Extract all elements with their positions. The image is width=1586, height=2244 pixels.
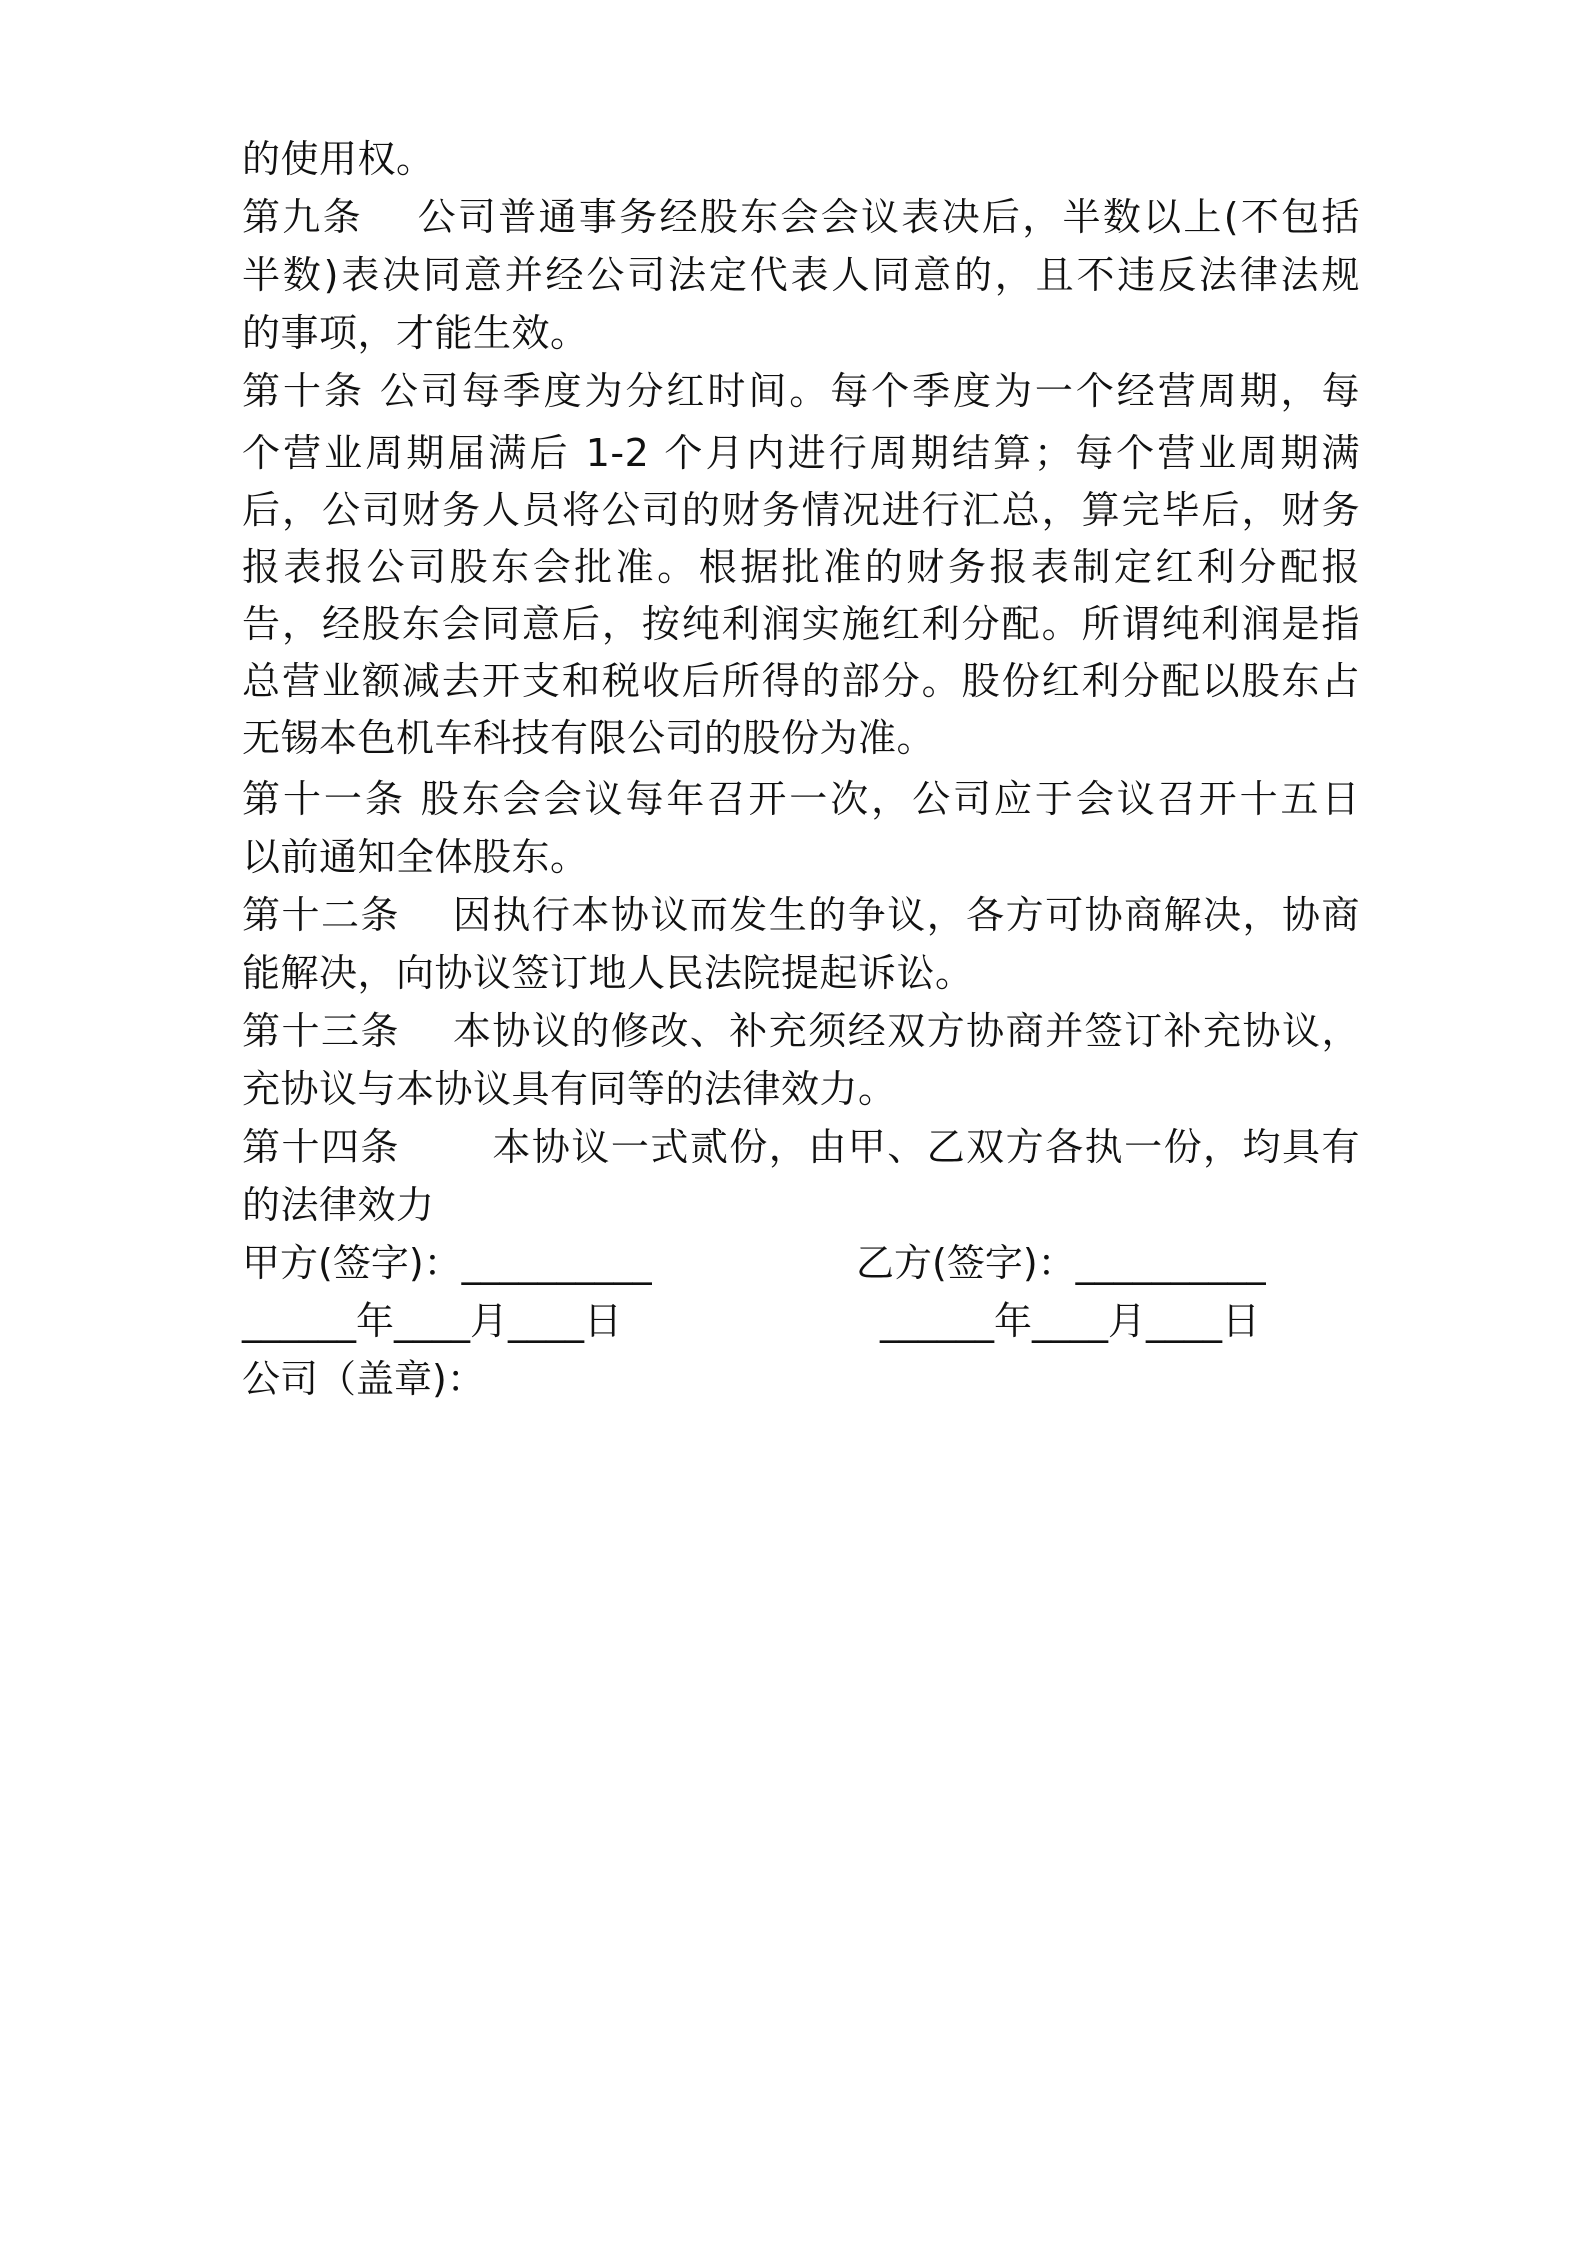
article-10-line-3: 后，公司财务人员将公司的财务情况进行汇总，算完毕后，财务 — [242, 488, 1360, 532]
party-a-date: ______年____月____日 — [242, 1299, 623, 1343]
company-seal: 公司（盖章)： — [242, 1357, 485, 1401]
article-12-line-2: 能解决，向协议签订地人民法院提起诉讼。 — [242, 951, 974, 995]
party-a-signature: 甲方(签字)：__________ — [242, 1241, 652, 1285]
text-line: 的使用权。 — [242, 137, 435, 181]
article-9-line-2: 半数)表决同意并经公司法定代表人同意的，且不违反法律法规 — [242, 253, 1360, 297]
party-b-date: ______年____月____日 — [880, 1299, 1261, 1343]
article-10-line-4: 报表报公司股东会批准。根据批准的财务报表制定红利分配报 — [242, 545, 1360, 589]
article-14-line-1: 第十四条 本协议一式贰份，由甲、乙双方各执一份，均具有 — [242, 1125, 1360, 1169]
article-9-line-1: 第九条 公司普通事务经股东会会议表决后，半数以上(不包括 — [242, 195, 1360, 239]
article-14-line-2: 的法律效力 — [242, 1183, 435, 1227]
article-10-line-6: 总营业额减去开支和税收后所得的部分。股份红利分配以股东占 — [242, 659, 1360, 703]
document-page — [242, 0, 1360, 2244]
article-12-line-1: 第十二条 因执行本协议而发生的争议，各方可协商解决，协商 — [242, 893, 1360, 937]
article-13-line-2: 充协议与本协议具有同等的法律效力。 — [242, 1067, 897, 1111]
article-11-line-2: 以前通知全体股东。 — [242, 835, 589, 879]
article-13-line-1: 第十三条 本协议的修改、补充须经双方协商并签订补充协议， — [242, 1009, 1360, 1053]
article-10-line-2: 个营业周期届满后 1-2 个月内进行周期结算；每个营业周期满 — [242, 431, 1360, 475]
article-10-line-5: 告，经股东会同意后，按纯利润实施红利分配。所谓纯利润是指 — [242, 602, 1360, 646]
article-9-line-3: 的事项，才能生效。 — [242, 311, 589, 355]
article-11-line-1: 第十一条 股东会会议每年召开一次，公司应于会议召开十五日 — [242, 777, 1360, 821]
article-10-line-1: 第十条 公司每季度为分红时间。每个季度为一个经营周期，每 — [242, 369, 1360, 413]
article-10-line-7: 无锡本色机车科技有限公司的股份为准。 — [242, 716, 936, 760]
party-b-signature: 乙方(签字)：__________ — [856, 1241, 1266, 1285]
